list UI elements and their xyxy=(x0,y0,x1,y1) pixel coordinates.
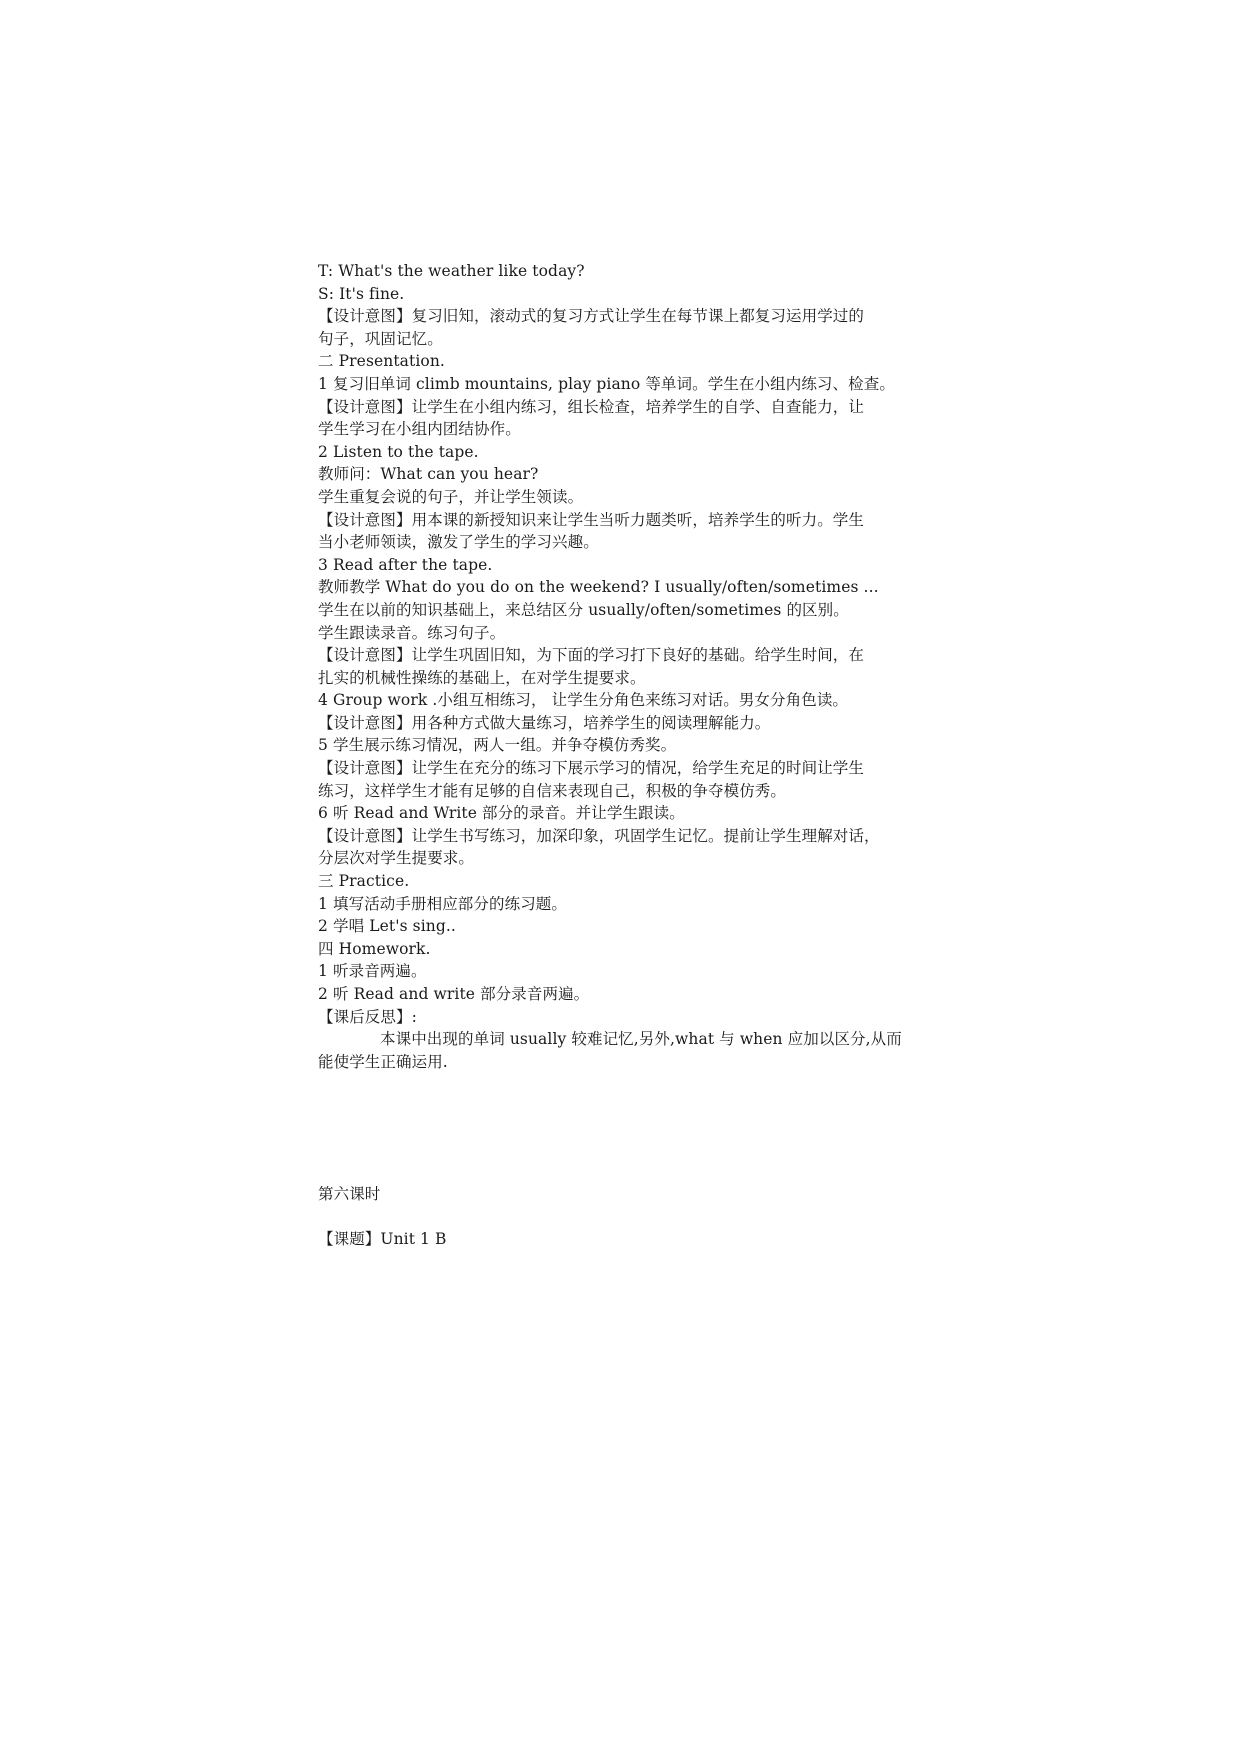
design-intent-paragraph: 学生学习在小组内团结协作。 xyxy=(318,420,521,439)
design-intent-paragraph: 当小老师领读，激发了学生的学习兴趣。 xyxy=(318,533,599,552)
topic-line: 【课题】Unit 1 B xyxy=(318,1230,447,1248)
dialogue-teacher-line: T: What's the weather like today? xyxy=(318,262,585,280)
step-item: 4 Group work .小组互相练习， 让学生分角色来练习对话。男女分角色读。 xyxy=(318,691,849,710)
text-line: 学生跟读录音。练习句子。 xyxy=(318,623,506,642)
section-heading-homework: 四 Homework. xyxy=(318,939,431,958)
design-intent-paragraph: 【设计意图】用本课的新授知识来让学生当听力题类听，培养学生的听力。学生 xyxy=(318,510,865,529)
design-intent-paragraph: 【设计意图】让学生书写练习，加深印象，巩固学生记忆。提前让学生理解对话， xyxy=(318,826,880,845)
design-intent-paragraph: 扎实的机械性操练的基础上，在对学生提要求。 xyxy=(318,668,646,687)
dialogue-student-line: S: It's fine. xyxy=(318,284,405,303)
section-heading-practice: 三 Practice. xyxy=(318,872,410,891)
design-intent-paragraph: 【设计意图】复习旧知，滚动式的复习方式让学生在每节课上都复习运用学过的 xyxy=(318,307,865,326)
step-item: 1 填写活动手册相应部分的练习题。 xyxy=(318,894,567,913)
text-line: 教师问：What can you hear? xyxy=(318,465,539,484)
reflection-paragraph: 能使学生正确运用. xyxy=(318,1052,448,1071)
step-item: 6 听 Read and Write 部分的录音。并让学生跟读。 xyxy=(318,804,685,823)
text-line: 教师教学 What do you do on the weekend? I usually/often/sometimes ... xyxy=(318,578,879,597)
lesson-heading: 第六课时 xyxy=(318,1185,381,1203)
topic-block xyxy=(318,1228,926,1251)
text-line: 学生在以前的知识基础上，来总结区分 usually/often/sometimes 的区别。 xyxy=(318,600,849,619)
lesson-six-heading-block xyxy=(318,1183,926,1206)
design-intent-paragraph: 【设计意图】让学生巩固旧知，为下面的学习打下良好的基础。给学生时间，在 xyxy=(318,646,865,665)
step-item: 2 学唱 Let's sing.. xyxy=(318,917,456,936)
design-intent-paragraph: 【设计意图】用各种方式做大量练习，培养学生的阅读理解能力。 xyxy=(318,713,771,732)
step-item: 1 复习旧单词 climb mountains, play piano 等单词。学生在小组内练习、检查。 xyxy=(318,374,895,393)
design-intent-paragraph: 分层次对学生提要求。 xyxy=(318,849,475,868)
lesson-plan-body xyxy=(318,260,926,1073)
step-item: 2 Listen to the tape. xyxy=(318,442,479,461)
design-intent-paragraph: 句子，巩固记忆。 xyxy=(318,329,443,348)
text-line: 学生重复会说的句子，并让学生领读。 xyxy=(318,487,584,506)
step-item: 3 Read after the tape. xyxy=(318,555,493,574)
reflection-heading: 【课后反思】: xyxy=(318,1007,417,1026)
design-intent-paragraph: 【设计意图】让学生在充分的练习下展示学习的情况，给学生充足的时间让学生 xyxy=(318,759,865,778)
step-item: 1 听录音两遍。 xyxy=(318,962,427,981)
reflection-paragraph: 本课中出现的单词 usually 较难记忆,另外,what 与 when 应加以区分,从而 xyxy=(380,1030,902,1049)
design-intent-paragraph: 练习，这样学生才能有足够的自信来表现自己，积极的争夺模仿秀。 xyxy=(318,781,787,800)
step-item: 2 听 Read and write 部分录音两遍。 xyxy=(318,985,590,1003)
step-item: 5 学生展示练习情况，两人一组。并争夺模仿秀奖。 xyxy=(318,736,677,755)
design-intent-paragraph: 【设计意图】让学生在小组内练习，组长检查，培养学生的自学、自查能力，让 xyxy=(318,397,865,416)
section-heading-presentation: 二 Presentation. xyxy=(318,352,445,371)
